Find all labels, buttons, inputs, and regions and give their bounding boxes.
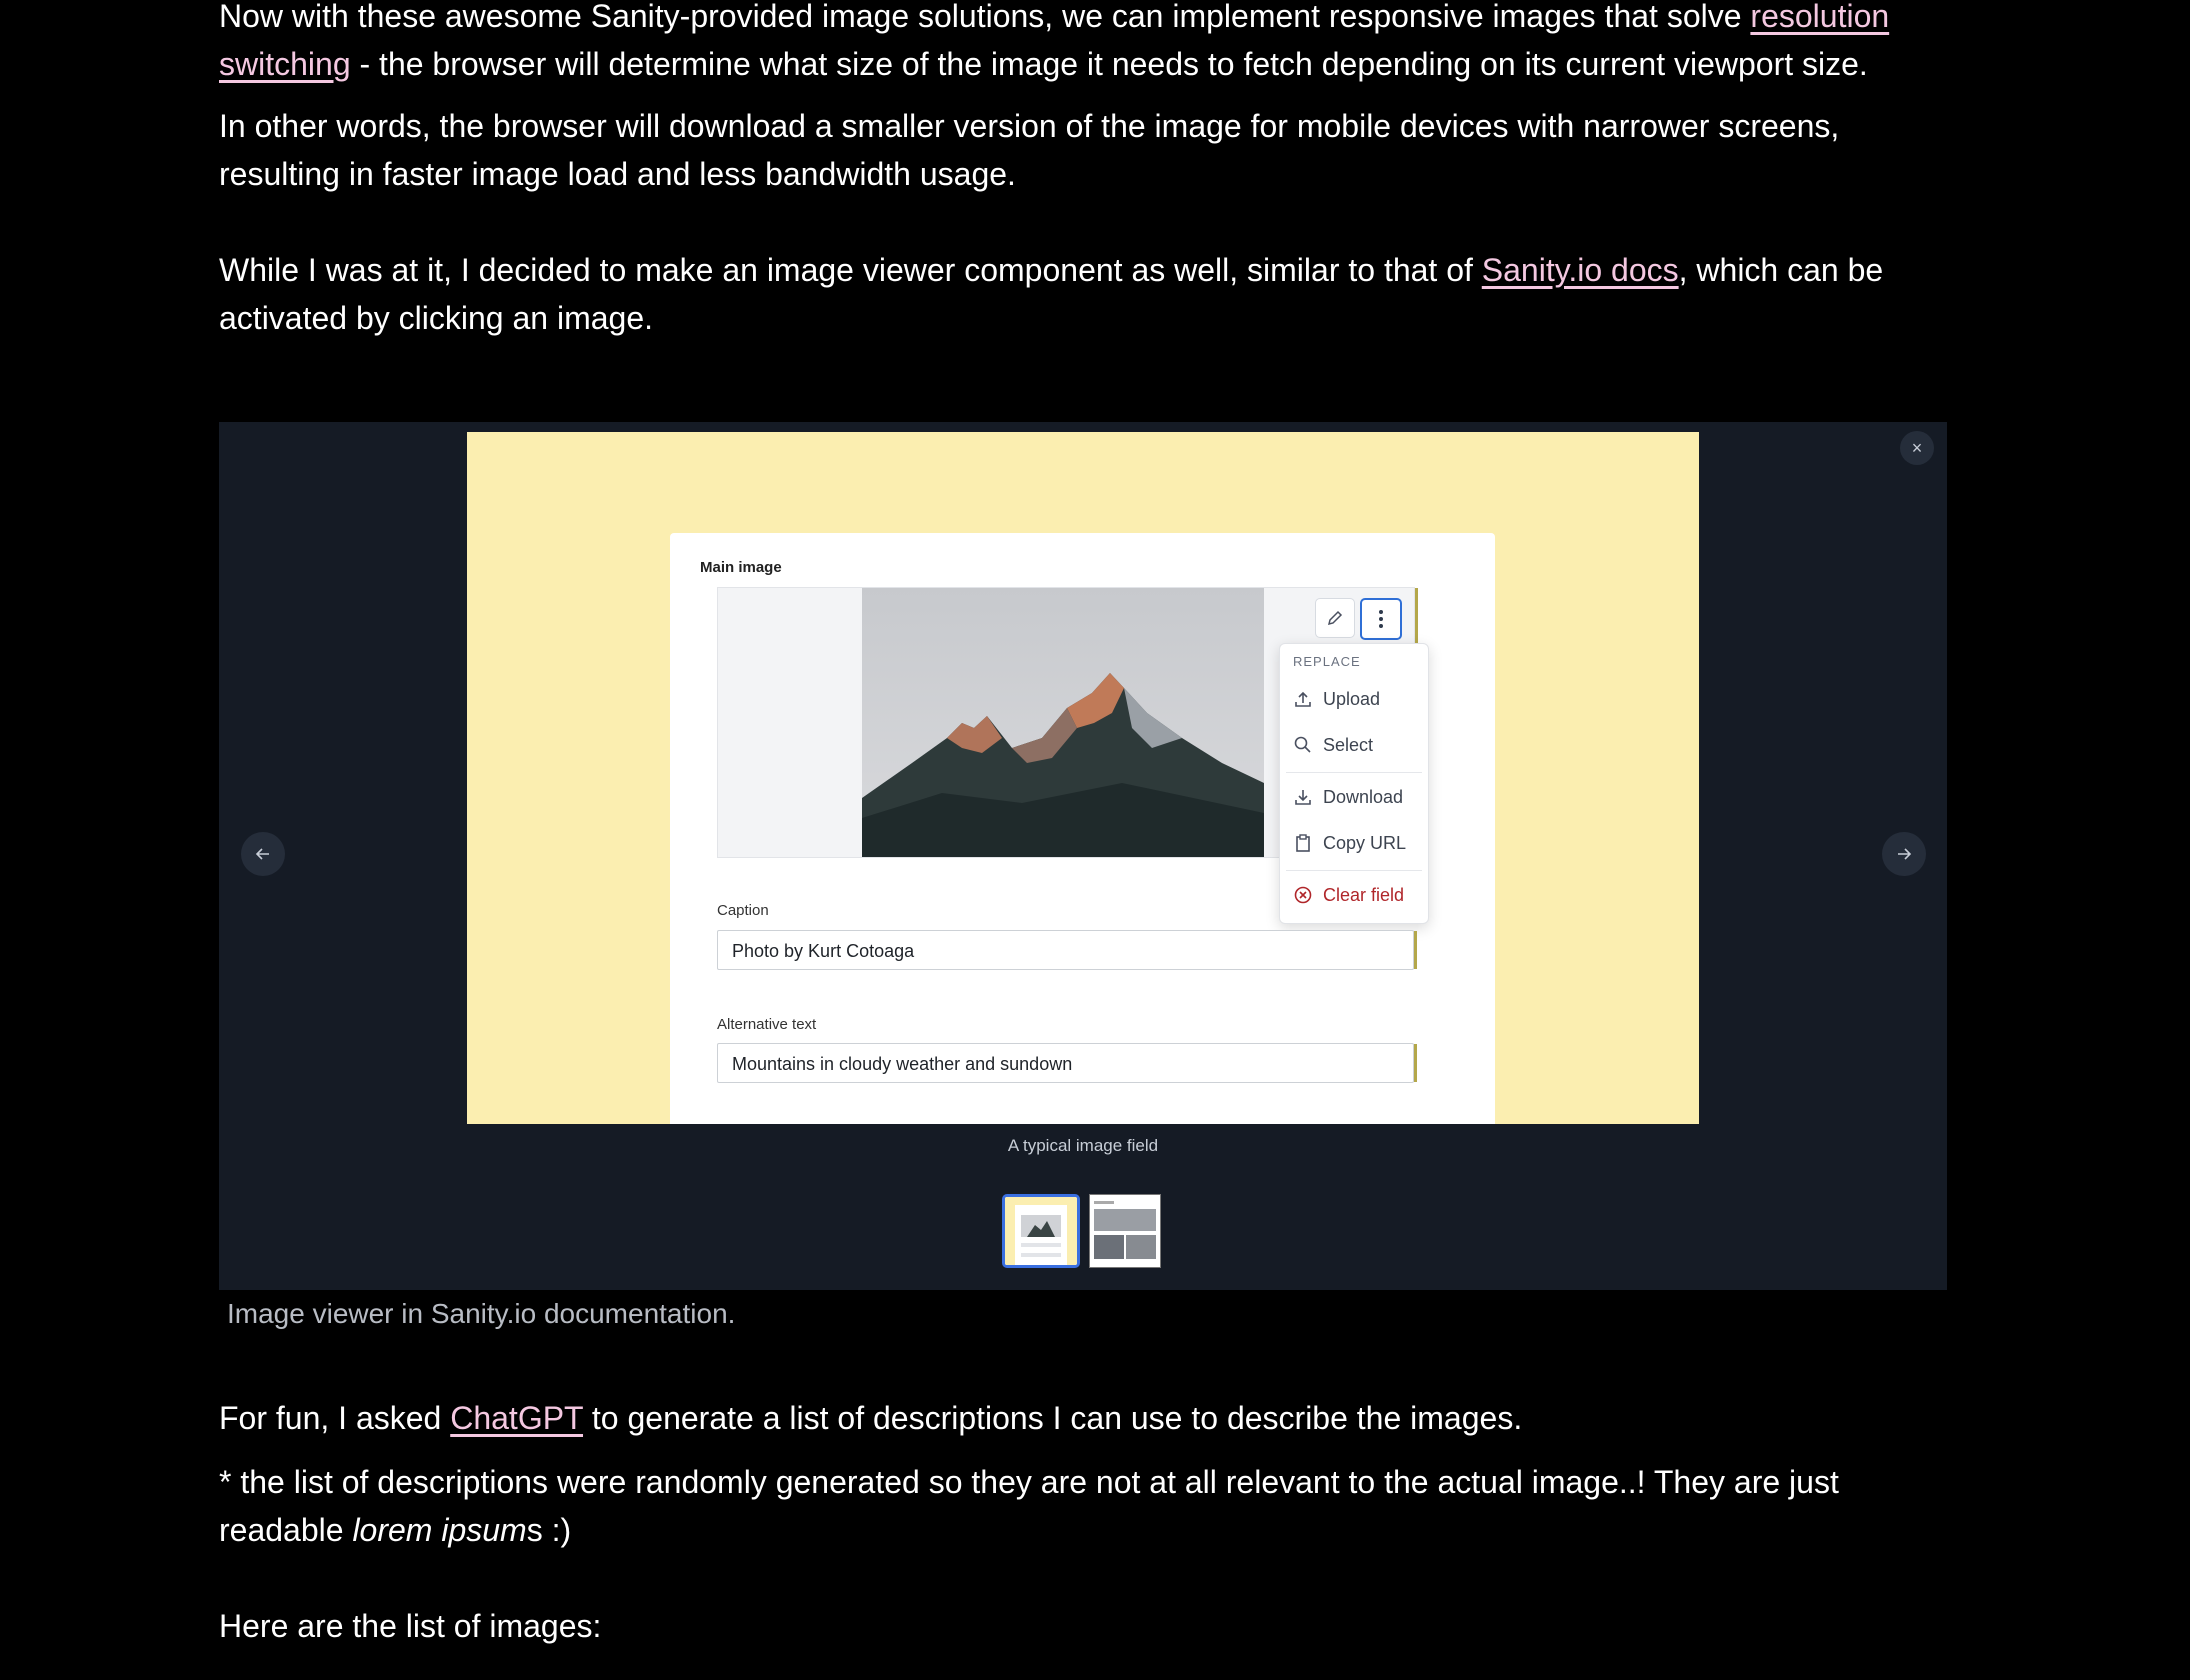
- caption-value: Photo by Kurt Cotoaga: [732, 941, 915, 961]
- clipboard-icon: [1293, 833, 1313, 853]
- menu-item-select[interactable]: [1293, 730, 1373, 760]
- menu-divider: [1286, 870, 1422, 871]
- paragraph-in-other-words: In other words, the browser will download a smaller version of the image for mobile devices with narrower screens, resulting in faster image load and less bandwidth usage.: [219, 108, 1840, 192]
- paragraph-resolution-switching: [219, 0, 1959, 88]
- figure-caption: Image viewer in Sanity.io documentation.: [227, 1298, 736, 1329]
- options-menu-button[interactable]: [1360, 598, 1402, 640]
- text: s :): [526, 1512, 572, 1548]
- paragraph-list-intro: Here are the list of images:: [219, 1608, 602, 1644]
- image-viewer: [219, 422, 1947, 1290]
- menu-divider: [1286, 772, 1422, 773]
- caption-input[interactable]: [717, 930, 1414, 970]
- alt-text-input[interactable]: [717, 1043, 1414, 1083]
- text: * the list of descriptions were randomly generated so they are not at all relevant to the actual image..! They are just readable: [219, 1464, 1839, 1548]
- menu-item-upload[interactable]: [1293, 684, 1380, 714]
- menu-item-label: Copy URL: [1323, 832, 1407, 853]
- previous-image-button[interactable]: [241, 832, 285, 876]
- menu-item-label: Select: [1323, 734, 1374, 755]
- close-viewer-button[interactable]: [1900, 431, 1934, 465]
- link-resolution-switching[interactable]: resolution switching: [219, 0, 1890, 82]
- thumbnail-1[interactable]: [1002, 1194, 1080, 1268]
- text: While I was at it, I decided to make an image viewer component as well, similar to that of: [219, 252, 1482, 288]
- text: , which can be activated by clicking an image.: [219, 252, 1884, 336]
- replace-menu: [1279, 643, 1429, 924]
- menu-item-label: Upload: [1323, 688, 1381, 709]
- text: Now with these awesome Sanity-provided image solutions, we can implement responsive images that solve: [219, 0, 1751, 34]
- alt-text-label: Alternative text: [717, 1016, 817, 1033]
- image-field-card: [670, 533, 1495, 1124]
- text: For fun, I asked: [219, 1400, 451, 1436]
- alt-text-value: Mountains in cloudy weather and sundown: [732, 1054, 1073, 1074]
- more-vertical-icon: [1378, 609, 1384, 629]
- menu-item-label: Download: [1323, 786, 1404, 807]
- link-chatgpt[interactable]: ChatGPT: [450, 1400, 584, 1436]
- pencil-icon: [1326, 609, 1344, 627]
- menu-item-label: Clear field: [1323, 884, 1405, 905]
- viewer-caption: A typical image field: [1007, 1136, 1159, 1155]
- paragraph-chatgpt: [219, 1394, 1959, 1442]
- mountain-photo: [862, 588, 1264, 857]
- arrow-right-icon: [1895, 845, 1913, 863]
- menu-header: REPLACE: [1293, 654, 1361, 669]
- paragraph-lorem-note: [219, 1458, 1959, 1554]
- viewer-image[interactable]: [467, 432, 1699, 1124]
- link-sanity-docs[interactable]: Sanity.io docs: [1481, 252, 1679, 288]
- field-accent-bar: [1414, 1044, 1417, 1082]
- menu-item-clear-field[interactable]: [1293, 880, 1404, 910]
- menu-item-download[interactable]: [1293, 782, 1403, 812]
- field-accent-bar: [1414, 931, 1417, 969]
- menu-item-copy-url[interactable]: [1293, 828, 1406, 858]
- search-icon: [1293, 735, 1313, 755]
- download-icon: [1293, 787, 1313, 807]
- main-image-label: Main image: [700, 559, 782, 576]
- paragraph-image-viewer: [219, 246, 1959, 342]
- next-image-button[interactable]: [1882, 832, 1926, 876]
- italic-text: lorem ipsum: [352, 1512, 527, 1548]
- thumbnail-2[interactable]: [1089, 1194, 1161, 1268]
- text: - the browser will determine what size of the image it needs to fetch depending on its current viewport size.: [350, 46, 1868, 82]
- edit-button[interactable]: [1315, 598, 1355, 638]
- arrow-left-icon: [254, 845, 272, 863]
- clear-circle-icon: [1293, 885, 1313, 905]
- text: to generate a list of descriptions I can use to describe the images.: [583, 1400, 1523, 1436]
- upload-icon: [1293, 689, 1313, 709]
- caption-label: Caption: [717, 902, 769, 919]
- close-icon: ×: [1911, 437, 1923, 458]
